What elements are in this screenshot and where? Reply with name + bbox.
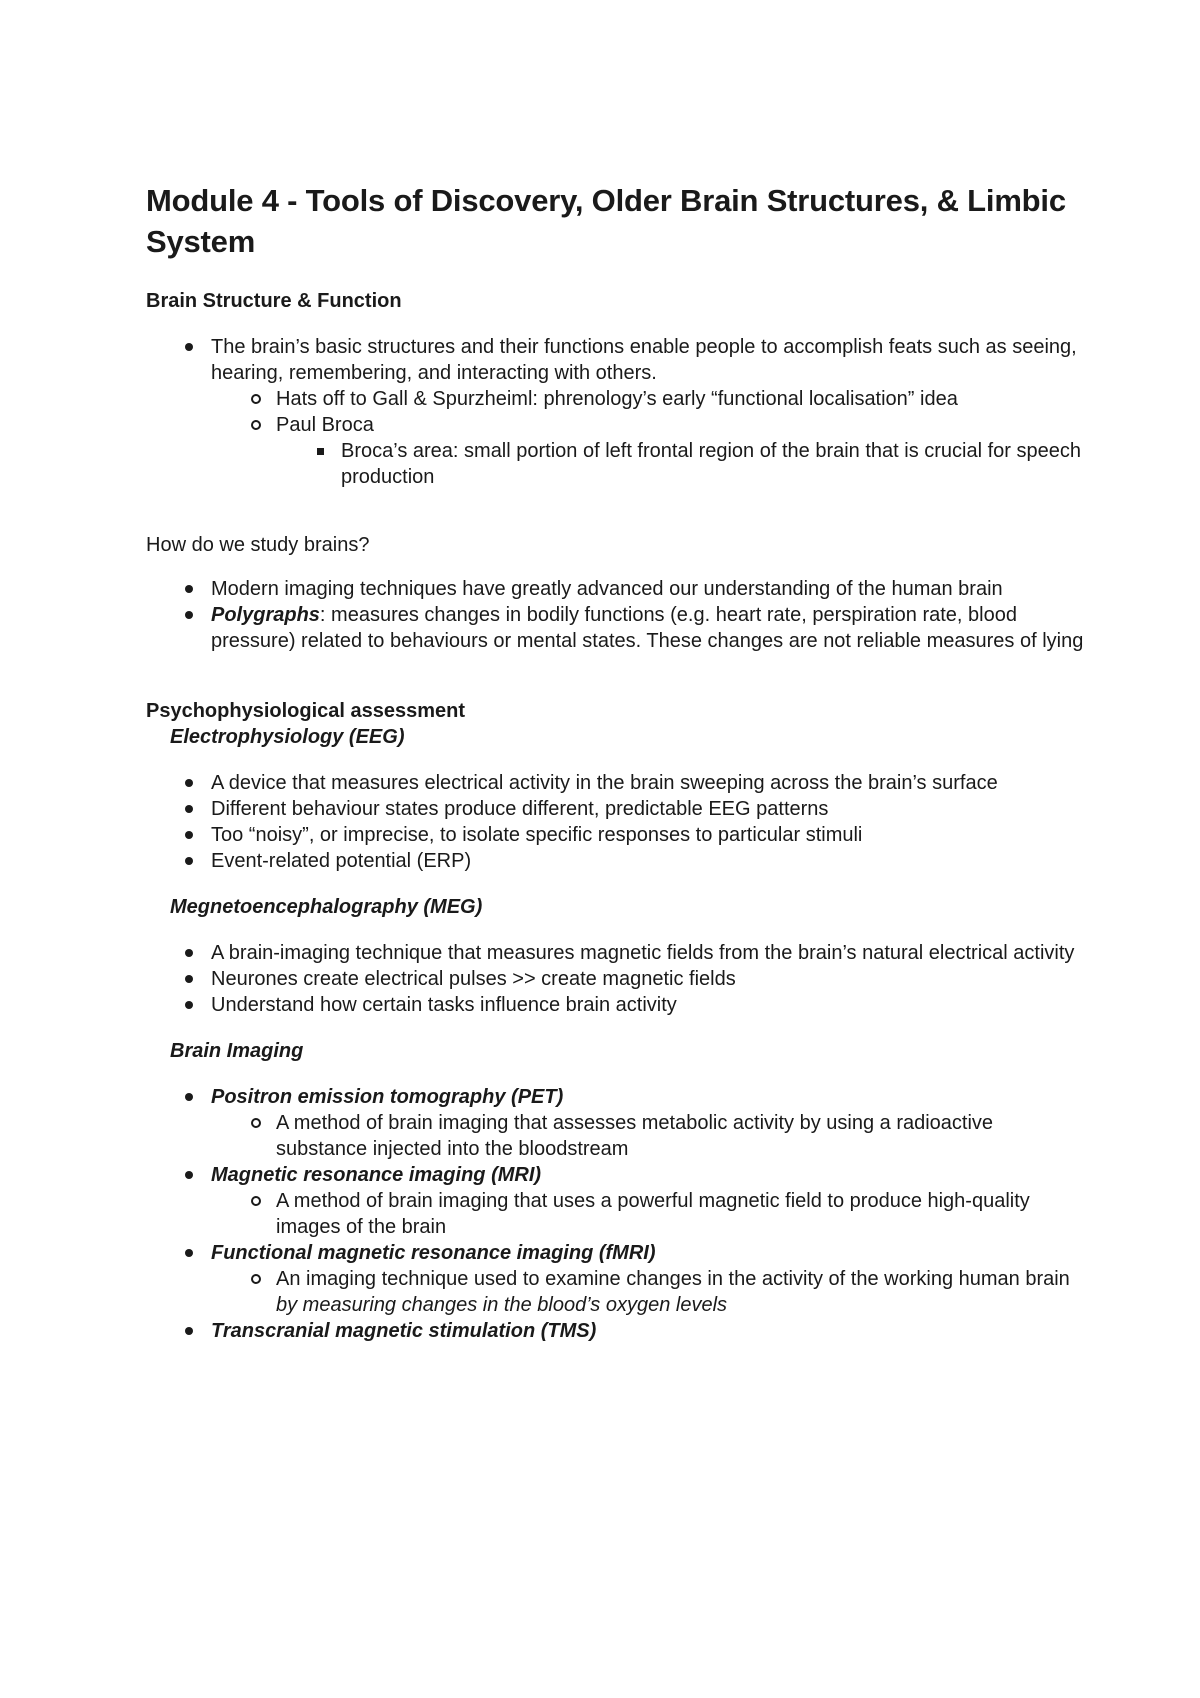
- list-item: Neurones create electrical pulses >> create magnetic fields: [146, 966, 1086, 992]
- sub-list: [211, 1110, 1086, 1162]
- pet-term: Positron emission tomography (PET): [211, 1086, 564, 1108]
- bullet-square-icon: [317, 448, 324, 455]
- list-item: A method of brain imaging that uses a powerful magnetic field to produce high-quality images of the brain: [211, 1188, 1086, 1240]
- bullet-disc-icon: [185, 343, 193, 351]
- eeg-list: [146, 770, 1086, 874]
- bullet-disc-icon: [185, 949, 193, 957]
- fmri-term: Functional magnetic resonance imaging (fMRI): [211, 1242, 656, 1264]
- subheading-eeg: Electrophysiology (EEG): [170, 726, 405, 748]
- bullet-disc-icon: [185, 975, 193, 983]
- tms-term: Transcranial magnetic stimulation (TMS): [211, 1320, 597, 1342]
- list-item: [146, 1084, 1086, 1162]
- list-item: A device that measures electrical activity in the brain sweeping across the brain’s surface: [146, 770, 1086, 796]
- polygraphs-term: Polygraphs: [211, 604, 320, 626]
- bullet-disc-icon: [185, 611, 193, 619]
- bullet-disc-icon: [185, 1001, 193, 1009]
- list-item: Understand how certain tasks influence brain activity: [146, 992, 1086, 1018]
- list-item: Event-related potential (ERP): [146, 848, 1086, 874]
- page-title: Module 4 - Tools of Discovery, Older Brain Structures, & Limbic System: [146, 183, 1066, 259]
- section-heading-study-brains: How do we study brains?: [146, 534, 370, 556]
- list-item: Polygraphs: measures changes in bodily functions (e.g. heart rate, perspiration rate, blood pressure) related to behaviours or mental states. These changes are not reliable measures of lying: [146, 602, 1086, 654]
- list-item: A brain-imaging technique that measures magnetic fields from the brain’s natural electrical activity: [146, 940, 1086, 966]
- mri-term: Magnetic resonance imaging (MRI): [211, 1164, 542, 1186]
- section-heading-psychophysiological: Psychophysiological assessment: [146, 700, 466, 722]
- bullet-circle-icon: [251, 1196, 261, 1206]
- study-brains-list: [146, 576, 1086, 654]
- bullet-disc-icon: [185, 1093, 193, 1101]
- bullet-circle-icon: [251, 420, 261, 430]
- brain-imaging-list: [146, 1084, 1086, 1344]
- list-item: A method of brain imaging that assesses metabolic activity by using a radioactive substance injected into the bloodstream: [211, 1110, 1086, 1162]
- subheading-brain-imaging: Brain Imaging: [170, 1040, 304, 1062]
- subheading-meg: Megnetoencephalography (MEG): [170, 896, 483, 918]
- list-item: Broca’s area: small portion of left frontal region of the brain that is crucial for speech production: [276, 438, 1086, 490]
- sub-sub-list: [276, 438, 1086, 490]
- bullet-disc-icon: [185, 1171, 193, 1179]
- bullet-disc-icon: [185, 779, 193, 787]
- list-item: The brain’s basic structures and their functions enable people to accomplish feats such as seeing, hearing, remembering, and interacting with others. Hats off to Gall & Spurzheiml: phrenology’s early “functional localisation” idea Paul Broca Broca’s area: small portion of left frontal region of the brain that is crucial for speech production: [146, 334, 1086, 490]
- bullet-disc-icon: [185, 1327, 193, 1335]
- sub-list: [211, 1266, 1086, 1318]
- bullet-disc-icon: [185, 805, 193, 813]
- bullet-disc-icon: [185, 831, 193, 839]
- bullet-disc-icon: [185, 857, 193, 865]
- bullet-circle-icon: [251, 394, 261, 404]
- list-item: [146, 1318, 1086, 1344]
- sub-list: [211, 1188, 1086, 1240]
- list-item: [146, 1162, 1086, 1240]
- sub-list: [211, 386, 1086, 490]
- document-page: [146, 180, 1086, 1344]
- section-heading-brain-structure: Brain Structure & Function: [146, 290, 402, 312]
- bullet-circle-icon: [251, 1118, 261, 1128]
- list-item: An imaging technique used to examine changes in the activity of the working human brain by measuring changes in the blood’s oxygen levels: [211, 1266, 1086, 1318]
- brain-structure-list: [146, 334, 1086, 490]
- meg-list: [146, 940, 1086, 1018]
- list-item: Paul Broca Broca’s area: small portion of left frontal region of the brain that is crucial for speech production: [211, 412, 1086, 490]
- bullet-disc-icon: [185, 1249, 193, 1257]
- list-item: [146, 1240, 1086, 1318]
- bullet-circle-icon: [251, 1274, 261, 1284]
- list-item: Different behaviour states produce different, predictable EEG patterns: [146, 796, 1086, 822]
- list-item: Modern imaging techniques have greatly advanced our understanding of the human brain: [146, 576, 1086, 602]
- list-item: Too “noisy”, or imprecise, to isolate specific responses to particular stimuli: [146, 822, 1086, 848]
- bullet-disc-icon: [185, 585, 193, 593]
- list-item: Hats off to Gall & Spurzheiml: phrenology’s early “functional localisation” idea: [211, 386, 1086, 412]
